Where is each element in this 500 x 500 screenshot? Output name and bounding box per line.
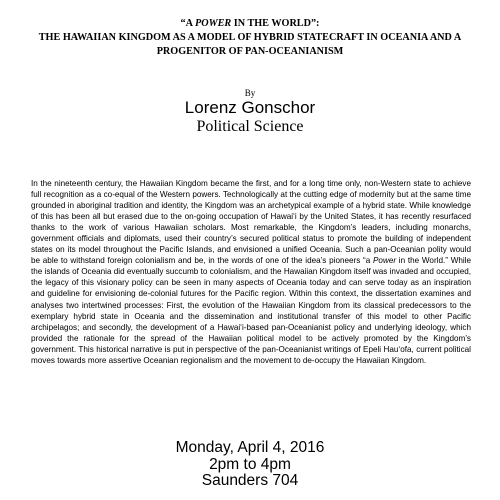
title-quote-emphasis: POWER bbox=[194, 18, 232, 29]
title-quote-open: “A bbox=[180, 18, 195, 29]
dissertation-title bbox=[20, 17, 480, 59]
byline-by: By bbox=[244, 88, 256, 98]
department-name: Political Science bbox=[196, 118, 304, 135]
title-subtitle: THE HAWAIIAN KINGDOM AS A MODEL OF HYBRID STATECRAFT IN OCEANIA AND A PROGENITOR OF PAN-OCEANIANISM bbox=[38, 32, 462, 57]
event-date: Monday, April 4, 2016 bbox=[175, 439, 325, 456]
event-time: 2pm to 4pm bbox=[209, 455, 291, 473]
event-location: Saunders 704 bbox=[201, 472, 299, 489]
title-quote-close: IN THE WORLD”: bbox=[231, 18, 320, 29]
event-details bbox=[0, 440, 500, 490]
abstract-paragraph bbox=[31, 178, 471, 366]
abstract-text-emphasis: Power bbox=[373, 256, 397, 266]
abstract-text-part2: in the World.” While the islands of Oceania did eventually succumb to colonialism, and the Hawaiian Kingdom itself was invaded and occupied, the legacy of this visionary policy can be seen in many aspects of Oceania today and can serve today as an inspiration and guideline for envisioning de-colonial futures for the Pacific region. Within this context, the dissertation examines and analyses two intertwined processes: First, the evolution of the Hawaiian Kingdom from its classical predecessors to the exemplary hybrid state in Oceania and the dissemination and institutional transfer of this model to other Pacific archipelagos; and secondly, the development of a Hawai‘i-based pan-Oceanianist policy and underlying ideology, which provided the rationale for the spread of the Hawaiian political model to be actively promoted by the Kingdom’s government. This historical narrative is put in perspective of the pan-Oceanianist writings of Epeli Hau‘ofa, current political moves towards more assertive Oceanian regionalism and the movement to de-occupy the Hawaiian Kingdom. bbox=[31, 256, 472, 365]
abstract-text-part1: In the nineteenth century, the Hawaiian Kingdom became the first, and for a long time only, non-Western state to achieve full recognition as a co-equal of the Western powers. Technologically at the cutting edge of modernity but at the same time grounded in aboriginal tradition and identity, the Kingdom was an archetypical example of a hybrid state. While knowledge of this has been all but erased due to the on-going occupation of Hawai‘i by the United States, it has recently resurfaced thanks to the work of various Hawaiian scholars. Most remarkable, the Kingdom’s leaders, including monarchs, government officials and diplomats, used their country’s secured political status to promote the building of independent states on its model throughout the Pacific Islands, and envisioned a unified Oceania. Such a pan-Oceanian polity would be able to withstand foreign colonialism and be, in the words of one of the idea’s pioneers “a bbox=[31, 179, 471, 266]
title-quote bbox=[20, 17, 480, 31]
author-name: Lorenz Gonschor bbox=[184, 98, 316, 117]
